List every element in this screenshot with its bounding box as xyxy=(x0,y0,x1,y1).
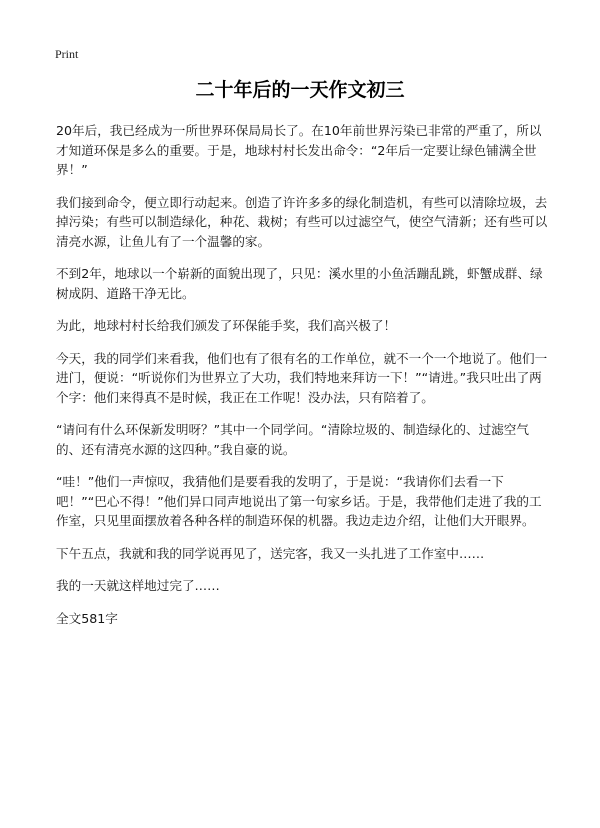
print-link[interactable]: Print xyxy=(55,47,79,61)
paragraph-9: 我的一天就这样地过完了…… xyxy=(56,578,220,593)
paragraph-6: “请问有什么环保新发明呀？”其中一个同学问。“清除垃圾的、制造绿化的、过滤空气的、还有清亮水源的这四种。”我自豪的说。 xyxy=(56,422,529,457)
article-title: 二十年后的一天作文初三 xyxy=(195,79,405,101)
paragraph-7: “哇！”他们一声惊叹，我猜他们是要看我的发明了，于是说：“我请你们去看一下吧！”“巴心不得！”他们异口同声地说出了第一句家乡话。于是，我带他们走进了我的工作室，只见里面摆放着各种各样的制造环保的机器。我边走边介绍，让他们大开眼界。 xyxy=(56,474,542,528)
paragraph-8: 下午五点，我就和我的同学说再见了，送完客，我又一头扎进了工作室中…… xyxy=(56,545,485,561)
word-count: 全文581字 xyxy=(56,610,118,626)
paragraph-3: 不到2年，地球以一个崭新的面貌出现了，只见：溪水里的小鱼活蹦乱跳，虾蟹成群、绿树成阴、道路干净无比。 xyxy=(56,266,543,301)
paragraph-2: 我们接到命令，便立即行动起来。创造了许许多多的绿化制造机，有些可以清除垃圾，去掉污染；有些可以制造绿化，种花、栽树；有些可以过滤空气，使空气清新；还有些可以清亮水源，让鱼儿有了一个温馨的家。 xyxy=(56,194,548,249)
paragraph-4: 为此，地球村村长给我们颁发了环保能手奖，我们高兴极了！ xyxy=(56,318,397,333)
article-body xyxy=(56,121,550,641)
paragraph-5: 今天，我的同学们来看我，他们也有了很有名的工作单位，就不一个一个地说了。他们一进门，便说：“听说你们为世界立了大功，我们特地来拜访一下！”“请进。”我只吐出了两个字：他们来得真不是时候，我正在工作呢！没办法，只有陪着了。 xyxy=(56,350,548,405)
paragraph-1: 20年后，我已经成为一所世界环保局局长了。在10年前世界污染已非常的严重了，所以才知道环保是多么的重要。于是，地球村村长发出命令：“2年后一定要让绿色铺满全世界！” xyxy=(56,123,542,177)
